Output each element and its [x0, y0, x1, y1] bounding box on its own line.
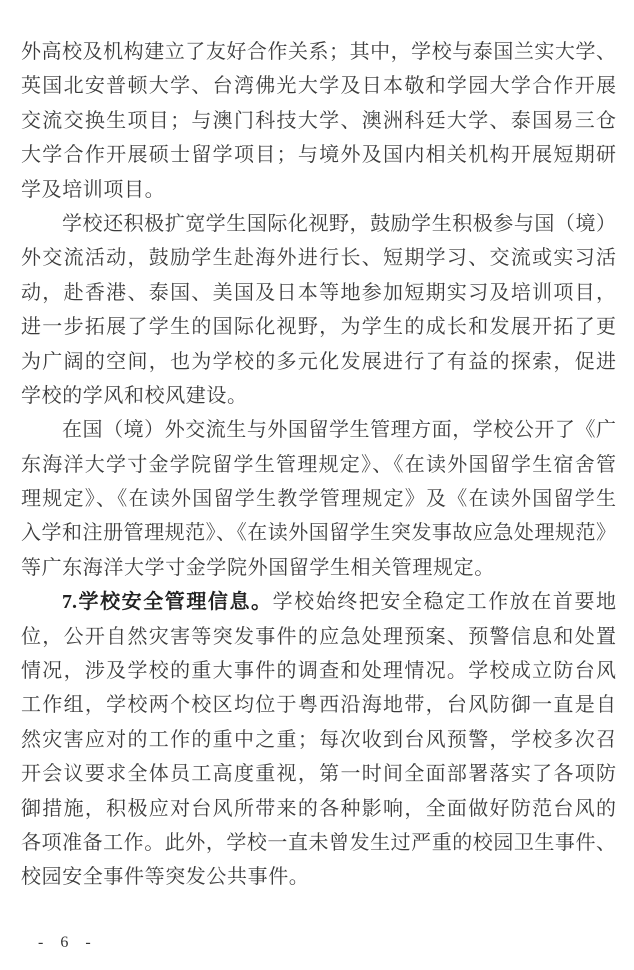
text-line: 在国（境）外交流生与外国留学生管理方面，学校公开了《广 [62, 419, 616, 442]
text-line: 交流交换生项目；与澳门科技大学、澳洲科廷大学、泰国易三仓 [21, 109, 616, 132]
text-line: 大学合作开展硕士留学项目；与境外及国内相关机构开展短期研 [21, 144, 616, 167]
text-line: 学及培训项目。 [21, 178, 166, 201]
text-line: 外高校及机构建立了友好合作关系；其中，学校与泰国兰实大学、 [21, 41, 616, 63]
text-line: 等广东海洋大学寸金学院外国留学生相关管理规定。 [21, 556, 495, 579]
text-line: 工作组，学校两个校区均位于粤西沿海地带，台风防御一直是自 [21, 694, 616, 717]
text-line: 东海洋大学寸金学院留学生管理规定》、《在读外国留学生宿舍管 [21, 453, 616, 476]
text-line: 英国北安普顿大学、台湾佛光大学及日本敬和学园大学合作开展 [21, 75, 616, 98]
text-line: 外交流活动，鼓励学生赴海外进行长、短期学习、交流或实习活 [21, 247, 616, 270]
text-line: 为广阔的空间，也为学校的多元化发展进行了有益的探索，促进 [21, 350, 616, 373]
text-line: 位，公开自然灾害等突发事件的应急处理预案、预警信息和处置 [21, 625, 616, 648]
text-line: 学校的学风和校风建设。 [21, 384, 248, 407]
section-7-heading: 7.学校安全管理信息。 [62, 591, 273, 614]
text-line: 校园安全事件等突发公共事件。 [21, 866, 310, 889]
text-line: 进一步拓展了学生的国际化视野，为学生的成长和发展开拓了更 [21, 316, 616, 339]
text-line: 理规定》、《在读外国留学生教学管理规定》及《在读外国留学生 [21, 488, 616, 511]
text-line: 开会议要求全体员工高度重视，第一时间全面部署落实了各项防 [21, 763, 616, 786]
text-line: 御措施，积极应对台风所带来的各种影响，全面做好防范台风的 [21, 797, 616, 820]
text-line: 7.学校安全管理信息。学校始终把安全稳定工作放在首要地 [62, 591, 617, 614]
text-line: 然灾害应对的工作的重中之重；每次收到台风预警，学校多次召 [21, 728, 616, 751]
text-line: 各项准备工作。此外，学校一直未曾发生过严重的校园卫生事件、 [21, 831, 616, 854]
text-line: 动，赴香港、泰国、美国及日本等地参加短期实习及培训项目， [21, 281, 616, 304]
text-line: 入学和注册管理规范》、《在读外国留学生突发事故应急处理规范》 [21, 522, 616, 545]
text-line: 学校还积极扩宽学生国际化视野，鼓励学生积极参与国（境） [62, 212, 616, 235]
document-body [21, 35, 616, 895]
page-number: - 6 - [38, 934, 94, 951]
text-line: 情况，涉及学校的重大事件的调查和处理情况。学校成立防台风 [21, 660, 616, 683]
